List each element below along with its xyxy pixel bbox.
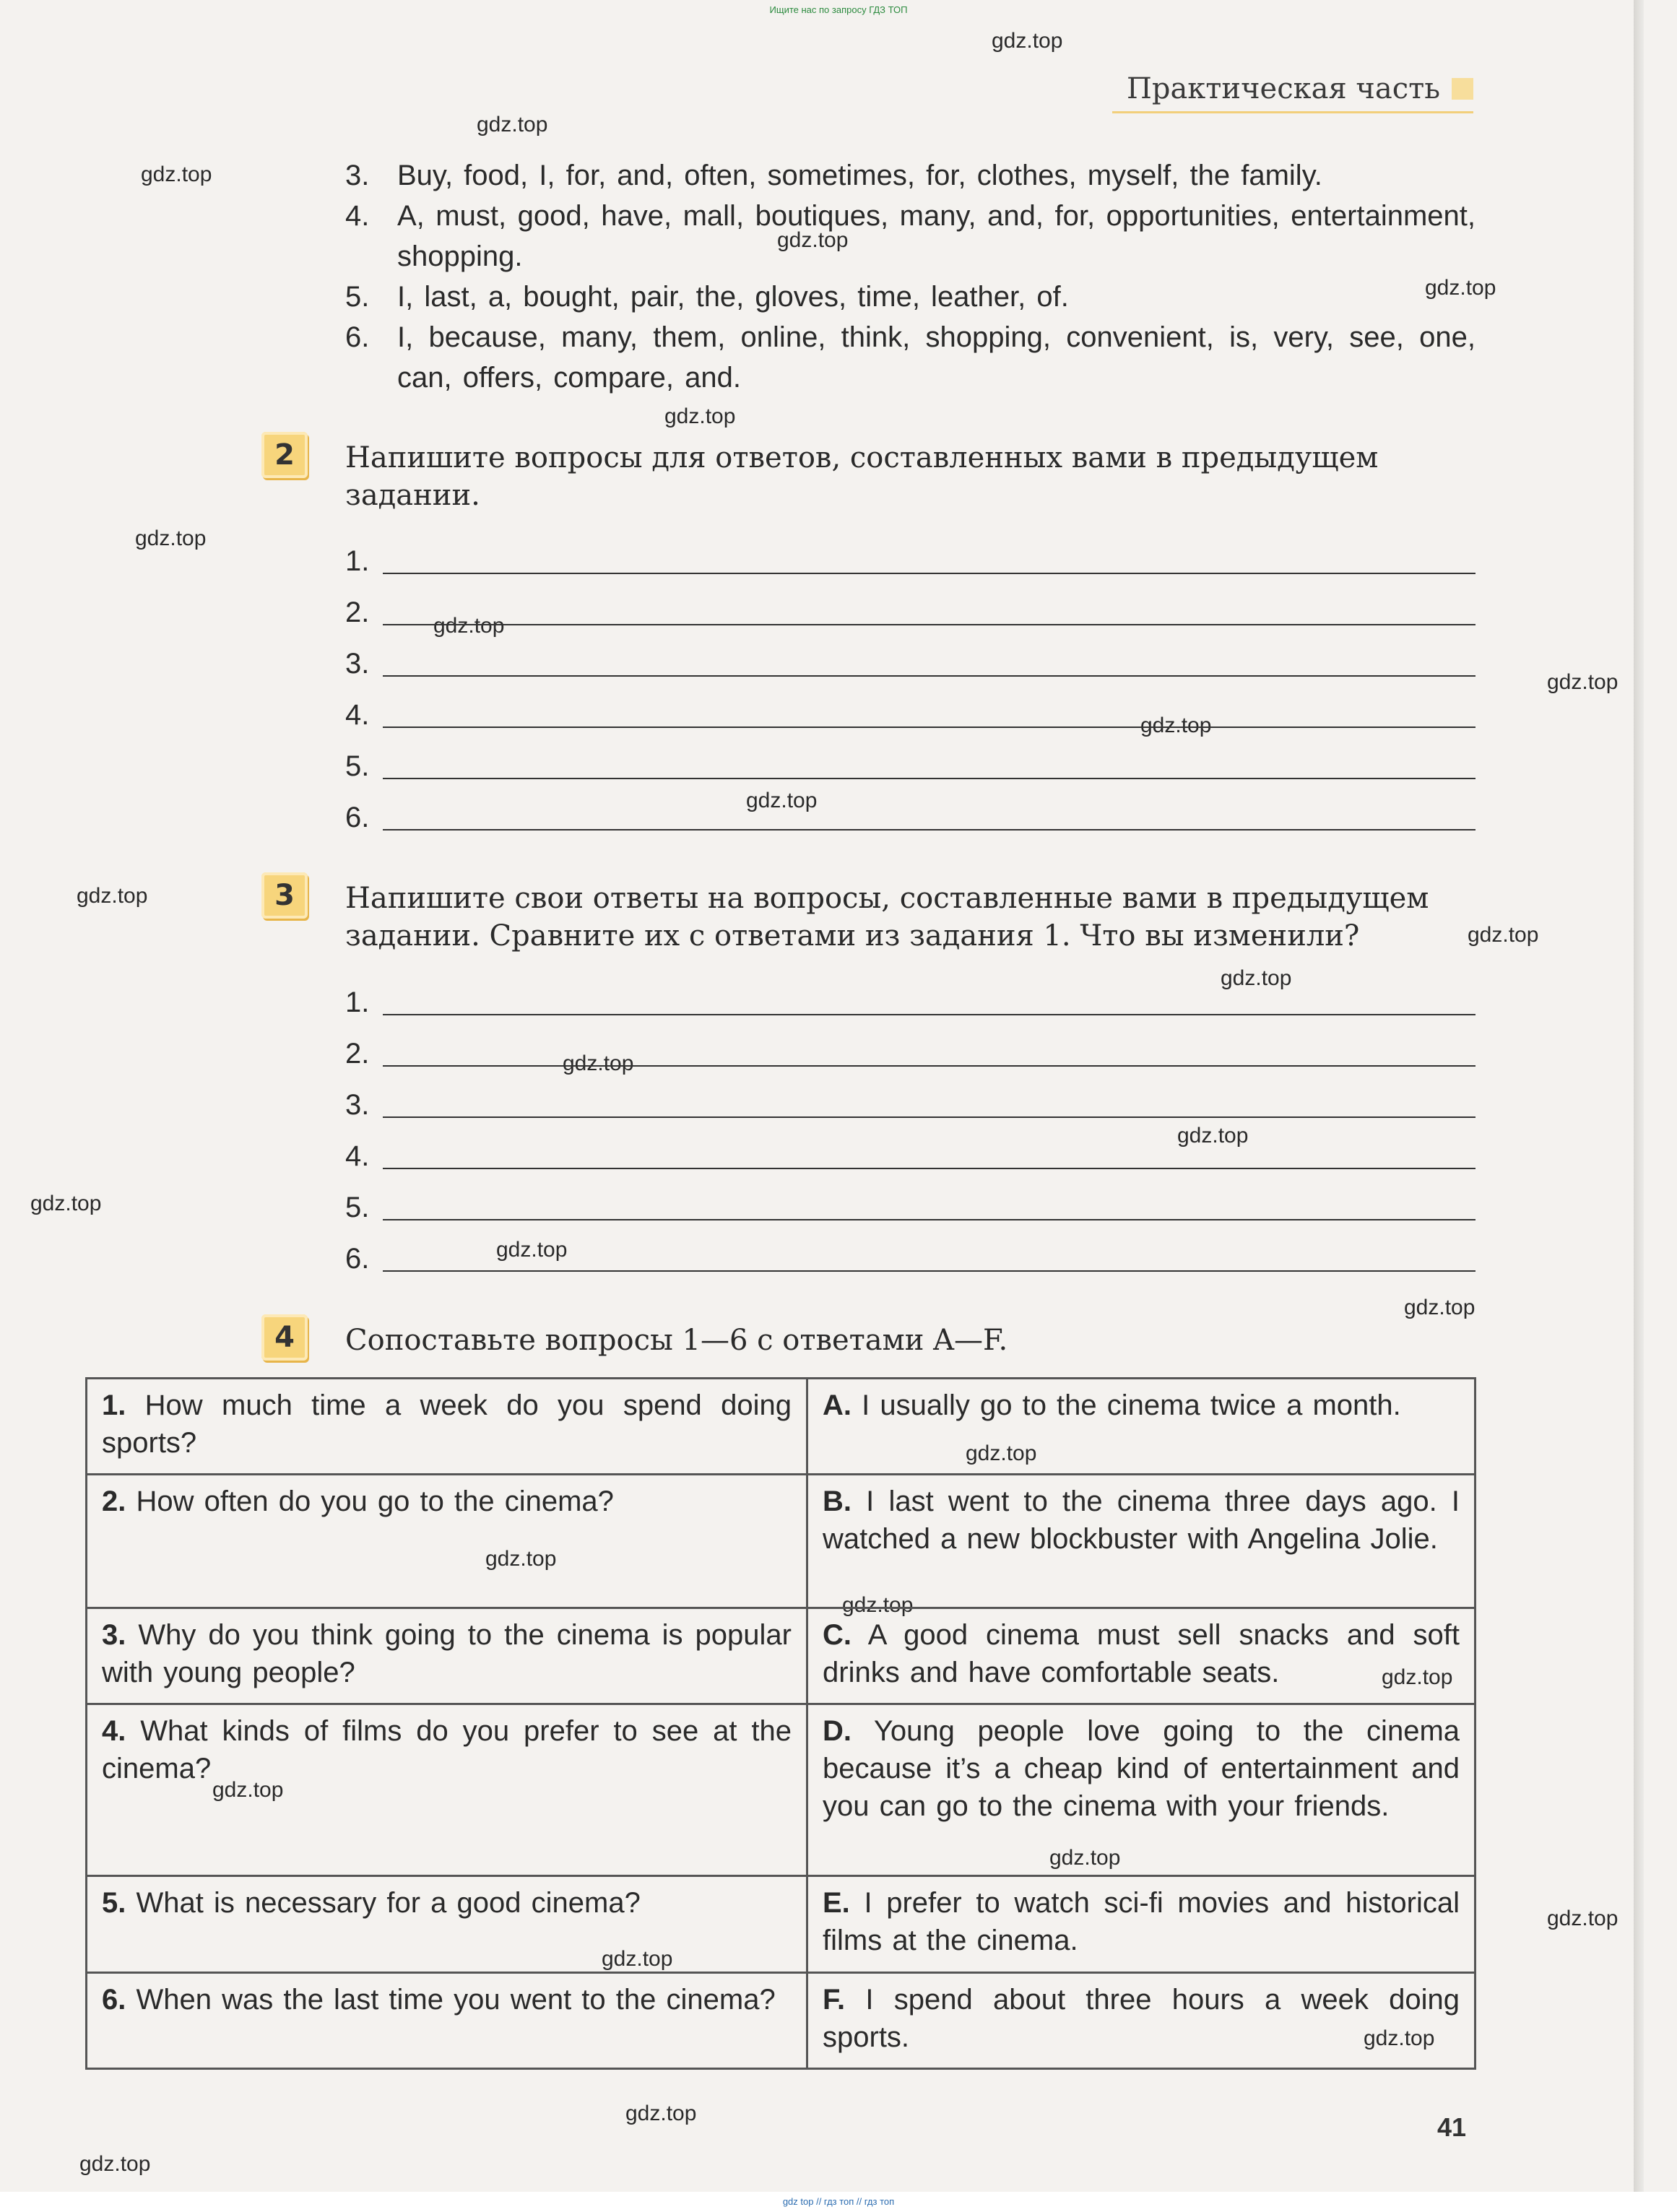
answer-line-number: 4. <box>345 699 370 731</box>
watermark: gdz.top <box>477 113 548 136</box>
answer-line-number: 5. <box>345 1192 370 1223</box>
answer-cell <box>807 1704 1476 1876</box>
watermark: gdz.top <box>746 789 818 812</box>
table-row <box>87 1608 1476 1704</box>
sentence-number: 4. <box>345 200 370 232</box>
watermark: gdz.top <box>1547 670 1618 694</box>
answer-line-rule[interactable] <box>383 988 1476 1015</box>
answer-line-number: 1. <box>345 986 370 1018</box>
top-banner[interactable]: Ищите нас по запросу ГДЗ ТОП <box>769 4 908 15</box>
table-row <box>87 1475 1476 1608</box>
answer-line[interactable] <box>345 578 1476 630</box>
question-number: 2. <box>102 1485 126 1517</box>
watermark: gdz.top <box>1221 966 1292 990</box>
watermark: gdz.top <box>496 1238 568 1262</box>
answer-line[interactable] <box>345 1020 1476 1071</box>
answer-text: A good cinema must sell snacks and soft drinks and have comfortable seats. <box>823 1619 1460 1688</box>
answer-line-number: 2. <box>345 1038 370 1070</box>
exercise3-instruction: Напишите свои ответы на вопросы, составленные вами в предыдущем задании. Сравните их с ответами из задания 1. Что вы изменили? <box>345 882 1429 953</box>
answer-text: I usually go to the cinema twice a month. <box>862 1389 1401 1421</box>
exercise4-number-badge: 4 <box>261 1314 308 1361</box>
answer-cell <box>807 1973 1476 2069</box>
exercise2-answer-lines <box>345 527 1476 835</box>
watermark: gdz.top <box>212 1778 284 1802</box>
question-cell <box>87 1608 807 1704</box>
answer-line[interactable] <box>345 784 1476 835</box>
answer-letter: D. <box>823 1715 852 1747</box>
sentence-text: I, last, a, bought, pair, the, gloves, time, leather, of. <box>397 281 1069 313</box>
watermark: gdz.top <box>433 614 505 638</box>
footer-links[interactable]: gdz top // гдз топ // гдз топ <box>782 2196 895 2207</box>
exercise3-answer-lines <box>345 968 1476 1276</box>
question-text: When was the last time you went to the cinema? <box>136 1984 776 2016</box>
answer-line-rule[interactable] <box>383 1090 1476 1118</box>
answer-line[interactable] <box>345 527 1476 578</box>
question-text: What is necessary for a good cinema? <box>136 1887 641 1919</box>
answer-line-number: 6. <box>345 802 370 833</box>
watermark: gdz.top <box>1547 1907 1618 1930</box>
section-header <box>1112 72 1473 113</box>
answer-line[interactable] <box>345 1174 1476 1225</box>
question-text: What kinds of films do you prefer to see at the cinema? <box>102 1715 792 1784</box>
answer-text: I spend about three hours a week doing sports. <box>823 1984 1460 2053</box>
answer-line[interactable] <box>345 1122 1476 1174</box>
page-edge-shadow <box>1634 0 1644 2212</box>
answer-letter: C. <box>823 1619 852 1651</box>
watermark: gdz.top <box>602 1947 673 1971</box>
table-row <box>87 1973 1476 2069</box>
exercise2-number-badge: 2 <box>261 432 308 478</box>
answer-cell <box>807 1608 1476 1704</box>
question-number: 4. <box>102 1715 126 1747</box>
answer-line-number: 1. <box>345 545 370 577</box>
exercise4-instruction: Сопоставьте вопросы 1—6 с ответами A—F. <box>345 1324 1008 1357</box>
answer-line-number: 6. <box>345 1243 370 1275</box>
section-title: Практическая часть <box>1126 72 1440 105</box>
answer-text: I prefer to watch sci-fi movies and historical films at the cinema. <box>823 1887 1460 1956</box>
watermark: gdz.top <box>1425 276 1496 300</box>
question-number: 5. <box>102 1887 126 1919</box>
watermark: gdz.top <box>77 884 148 908</box>
answer-cell <box>807 1876 1476 1973</box>
watermark: gdz.top <box>141 162 212 186</box>
answer-line-number: 3. <box>345 648 370 680</box>
sentence-text: I, because, many, them, online, think, shopping, convenient, is, very, see, one, can, offers, compare, and. <box>397 321 1476 394</box>
watermark: gdz.top <box>1364 2026 1435 2050</box>
question-number: 6. <box>102 1984 126 2016</box>
answer-letter: E. <box>823 1887 850 1919</box>
question-cell <box>87 1475 807 1608</box>
question-number: 3. <box>102 1619 126 1651</box>
watermark: gdz.top <box>625 2102 697 2125</box>
answer-letter: F. <box>823 1984 846 2016</box>
exercise2-instruction: Напишите вопросы для ответов, составленных вами в предыдущем задании. <box>345 441 1379 512</box>
watermark: gdz.top <box>1382 1665 1453 1689</box>
watermark: gdz.top <box>1049 1846 1121 1870</box>
matching-table <box>85 1377 1476 2070</box>
watermark: gdz.top <box>1140 714 1212 737</box>
answer-cell <box>807 1379 1476 1475</box>
answer-line-number: 4. <box>345 1140 370 1172</box>
answer-line-rule[interactable] <box>383 598 1476 625</box>
question-text: How much time a week do you spend doing sports? <box>102 1389 792 1459</box>
sentence-text: A, must, good, have, mall, boutiques, many, and, for, opportunities, entertainment, shopping. <box>397 200 1476 272</box>
answer-line[interactable] <box>345 732 1476 784</box>
answer-line[interactable] <box>345 681 1476 732</box>
table-row <box>87 1876 1476 1973</box>
answer-line-rule[interactable] <box>383 1039 1476 1067</box>
watermark: gdz.top <box>1404 1296 1476 1319</box>
question-cell <box>87 1379 807 1475</box>
answer-line-rule[interactable] <box>383 1193 1476 1220</box>
sentence-number: 6. <box>345 321 370 353</box>
answer-line-rule[interactable] <box>383 649 1476 677</box>
answer-cell <box>807 1475 1476 1608</box>
table-row <box>87 1704 1476 1876</box>
answer-line-rule[interactable] <box>383 547 1476 574</box>
sentence-item <box>345 317 1476 398</box>
answer-letter: B. <box>823 1485 852 1517</box>
question-text: Why do you think going to the cinema is popular with young people? <box>102 1619 792 1688</box>
answer-line[interactable] <box>345 968 1476 1020</box>
answer-line-rule[interactable] <box>383 701 1476 728</box>
watermark: gdz.top <box>563 1051 634 1075</box>
watermark: gdz.top <box>1177 1124 1249 1148</box>
sentence-item <box>345 155 1476 196</box>
watermark: gdz.top <box>992 29 1063 53</box>
watermark: gdz.top <box>485 1547 557 1571</box>
question-cell <box>87 1876 807 1973</box>
question-number: 1. <box>102 1389 126 1421</box>
watermark: gdz.top <box>135 526 207 550</box>
sentence-number: 3. <box>345 160 370 191</box>
answer-text: I last went to the cinema three days ago. I watched a new blockbuster with Angelina Jolie. <box>823 1485 1460 1555</box>
watermark: gdz.top <box>79 2152 151 2176</box>
answer-line-number: 5. <box>345 750 370 782</box>
watermark: gdz.top <box>1468 923 1539 947</box>
sentence-number: 5. <box>345 281 370 313</box>
question-cell <box>87 1973 807 2069</box>
question-text: How often do you go to the cinema? <box>136 1485 614 1517</box>
section-marker-icon <box>1452 78 1473 100</box>
page-number: 41 <box>1437 2112 1467 2142</box>
answer-letter: A. <box>823 1389 852 1421</box>
answer-line-rule[interactable] <box>383 1244 1476 1272</box>
watermark: gdz.top <box>664 404 736 428</box>
watermark: gdz.top <box>777 228 849 252</box>
exercise3-number-badge: 3 <box>261 872 308 919</box>
sentence-item <box>345 277 1476 317</box>
sentence-text: Buy, food, I, for, and, often, sometimes, for, clothes, myself, the family. <box>397 160 1322 191</box>
answer-line-number: 2. <box>345 597 370 628</box>
watermark: gdz.top <box>966 1441 1037 1465</box>
answer-line-rule[interactable] <box>383 1142 1476 1169</box>
answer-line[interactable] <box>345 1225 1476 1276</box>
answer-line-number: 3. <box>345 1089 370 1121</box>
answer-line-rule[interactable] <box>383 752 1476 779</box>
watermark: gdz.top <box>30 1192 102 1215</box>
watermark: gdz.top <box>842 1593 914 1617</box>
answer-line[interactable] <box>345 630 1476 681</box>
exercise1-sentences <box>345 155 1476 398</box>
answer-line-rule[interactable] <box>383 803 1476 830</box>
answer-line[interactable] <box>345 1071 1476 1122</box>
table-row <box>87 1379 1476 1475</box>
question-cell <box>87 1704 807 1876</box>
sentence-item <box>345 196 1476 277</box>
answer-text: Young people love going to the cinema because it’s a cheap kind of entertainment and you can go to the cinema with your friends. <box>823 1715 1460 1822</box>
